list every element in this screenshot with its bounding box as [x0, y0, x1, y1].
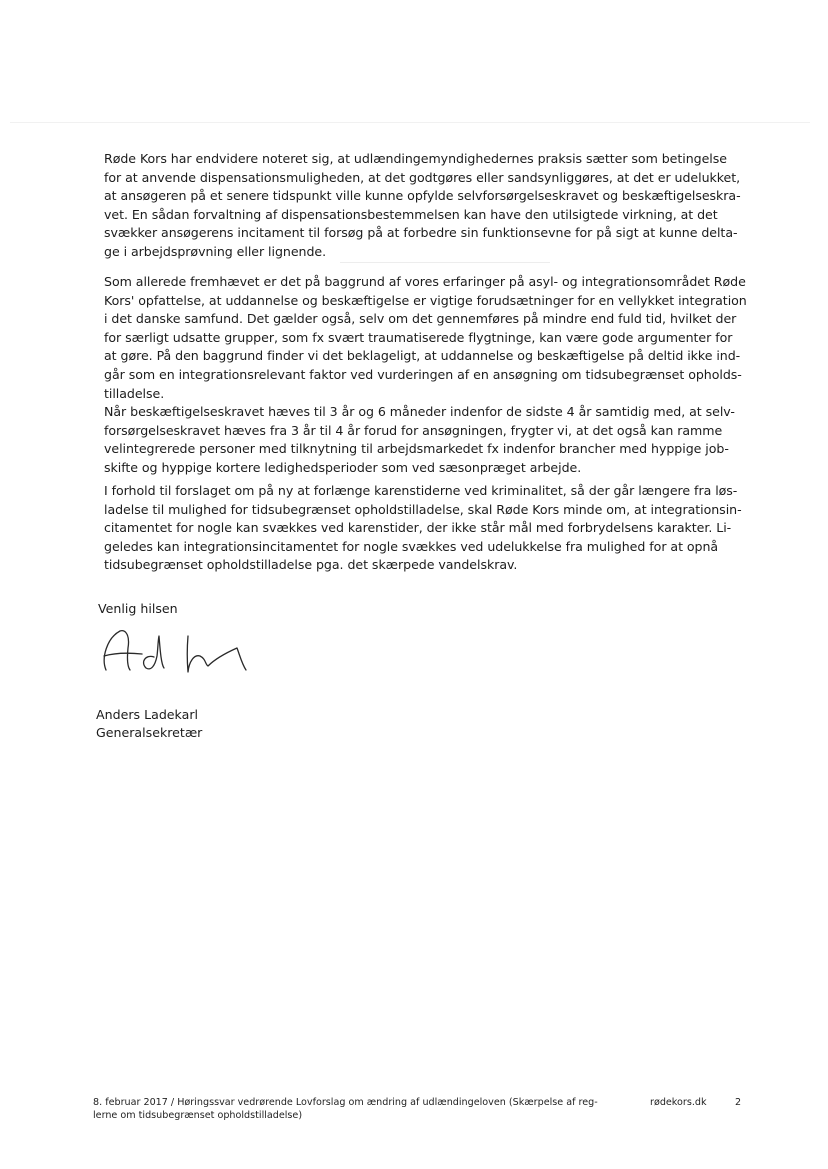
text-line: ge i arbejdsprøvning eller lignende. — [104, 243, 327, 259]
handwritten-signature — [100, 626, 260, 678]
page-number: 2 — [735, 1097, 742, 1108]
text-line: i det danske samfund. Det gælder også, selv om det gennemføres på mindre end fuld tid, hvilket der — [104, 311, 737, 327]
signatory-name: Anders Ladekarl — [96, 707, 199, 722]
signatory-title: Generalsekretær — [96, 725, 203, 740]
text-line: at gøre. På den baggrund finder vi det beklageligt, at uddannelse og beskæftigelse på deltid ikke ind- — [104, 348, 741, 364]
text-line: tidsubegrænset opholdstilladelse pga. det skærpede vandelskrav. — [104, 557, 518, 573]
footer-line: lerne om tidsubegrænset opholdstilladelse) — [93, 1109, 303, 1121]
footer-line: 8. februar 2017 / Høringssvar vedrørende Lovforslag om ændring af udlændingeloven (Skærpelse af reg- — [93, 1097, 598, 1108]
text-line: Når beskæftigelseskravet hæves til 3 år og 6 måneder indenfor de sidste 4 år samtidig med, at selv- — [104, 404, 735, 420]
scan-artifact — [340, 262, 550, 263]
paragraph-dispensation — [104, 150, 741, 262]
text-line: ladelse til mulighed for tidsubegrænset opholdstilladelse, skal Røde Kors minde om, at integrationsin- — [104, 501, 742, 517]
text-line: at ansøgeren på et senere tidspunkt ville kunne opfylde selvforsørgelseskravet og beskæftigelseskra- — [104, 188, 741, 204]
text-line: for at anvende dispensationsmuligheden, at det godtgøres eller sandsynliggøres, at det er udelukket, — [104, 169, 741, 185]
paragraph-karenstider — [104, 482, 742, 575]
text-line: svækker ansøgerens incitament til forsøg på at forbedre sin funktionsevne for på sigt at kunne delta- — [104, 225, 738, 241]
text-line: geledes kan integrationsincitamentet for nogle svækkes ved udelukkelse fra mulighed for at opnå — [104, 538, 719, 554]
text-line: citamentet for nogle kan svækkes ved karenstider, der ikke står mål med forbrydelsens karakter. Li- — [104, 520, 732, 536]
text-line: Kors' opfattelse, at uddannelse og beskæftigelse er vigtige forudsætninger for en vellykket integration — [104, 292, 747, 308]
paragraph-integration — [104, 273, 747, 478]
closing-greeting: Venlig hilsen — [98, 601, 178, 616]
text-line: velintegrerede personer med tilknytning til arbejdsmarkedet fx indenfor brancher med hyppige job- — [104, 441, 729, 457]
text-line: vet. En sådan forvaltning af dispensationsbestemmelsen kan have den utilsigtede virkning, at det — [104, 206, 718, 222]
text-line: I forhold til forslaget om på ny at forlænge karenstiderne ved kriminalitet, så der går længere fra løs- — [104, 483, 738, 498]
text-line: Røde Kors har endvidere noteret sig, at udlændingemyndighedernes praksis sætter som betingelse — [104, 151, 727, 166]
text-line: Som allerede fremhævet er det på baggrund af vores erfaringer på asyl- og integrationsområdet Røde — [104, 274, 746, 289]
footer-description — [93, 1097, 598, 1122]
text-line: går som en integrationsrelevant faktor ved vurderingen af en ansøgning om tidsubegrænset opholds- — [104, 366, 742, 382]
footer-website: rødekors.dk — [650, 1097, 707, 1108]
text-line: tilladelse. — [104, 385, 165, 401]
text-line: for særligt udsatte grupper, som fx svært traumatiserede flygtninge, kan være gode argumenter for — [104, 329, 733, 345]
text-line: forsørgelseskravet hæves fra 3 år til 4 år forud for ansøgningen, frygter vi, at det også kan ramme — [104, 422, 723, 438]
text-line: skifte og hyppige kortere ledighedsperioder som ved sæsonpræget arbejde. — [104, 459, 582, 475]
scan-artifact — [10, 122, 810, 123]
